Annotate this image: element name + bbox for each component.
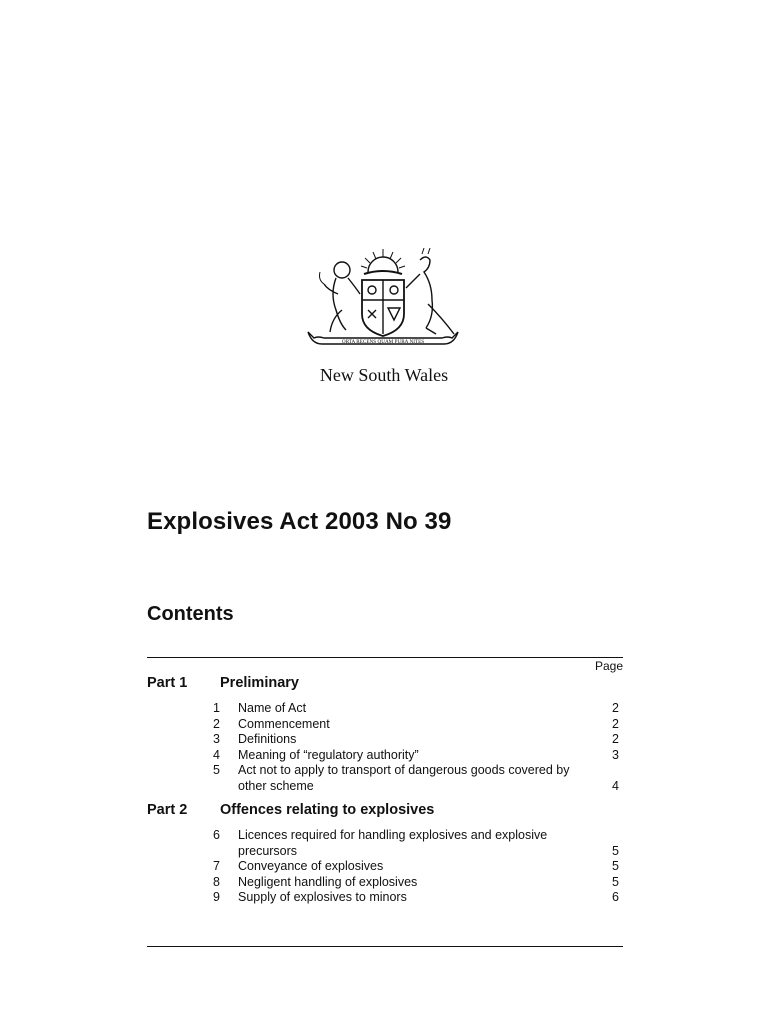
- motto-text: ORTA RECENS QUAM PURA NITES: [341, 339, 425, 345]
- toc-entry[interactable]: [147, 732, 623, 748]
- top-divider: [147, 657, 623, 658]
- page-number: 3: [612, 747, 619, 762]
- contents-heading: Contents: [147, 603, 234, 625]
- section-title: Licences required for handling explosives and explosive precursors: [238, 828, 548, 858]
- part-heading: [147, 802, 623, 822]
- part-number: Part 2: [147, 802, 188, 818]
- toc-entries: [147, 701, 623, 794]
- page-number: 4: [612, 778, 619, 793]
- section-number: 8: [213, 874, 220, 889]
- page-number: 2: [612, 732, 619, 746]
- section-title: Act not to apply to transport of dangerous goods covered by other scheme: [238, 763, 570, 793]
- toc-entry[interactable]: [147, 890, 623, 906]
- page-number: 2: [612, 701, 619, 715]
- toc-entry[interactable]: [147, 748, 623, 764]
- part-heading: [147, 675, 623, 695]
- section-number: 2: [213, 716, 220, 731]
- page-column-label: Page: [594, 659, 623, 673]
- toc-entries: [147, 828, 623, 906]
- toc-entry[interactable]: [147, 717, 623, 733]
- section-number: 6: [213, 828, 220, 842]
- section-title: Conveyance of explosives: [238, 859, 384, 873]
- section-number: 3: [213, 732, 220, 746]
- bottom-divider: [147, 946, 623, 947]
- page-number: 5: [612, 859, 619, 873]
- page-number: 5: [612, 874, 619, 889]
- toc-entry[interactable]: [147, 859, 623, 875]
- toc-entry[interactable]: [147, 828, 623, 859]
- section-number: 9: [213, 890, 220, 904]
- part-number: Part 1: [147, 675, 188, 691]
- section-title: Definitions: [238, 732, 297, 746]
- toc-part-1: [147, 675, 623, 794]
- page-number: 5: [612, 843, 619, 858]
- section-title: Name of Act: [238, 701, 307, 715]
- part-title: Offences relating to explosives: [220, 802, 435, 818]
- section-title: Commencement: [238, 716, 330, 731]
- section-number: 7: [213, 859, 220, 873]
- jurisdiction-name: New South Wales: [319, 365, 449, 385]
- section-number: 4: [213, 747, 220, 762]
- toc-part-2: [147, 802, 623, 906]
- coat-of-arms-emblem: [302, 244, 464, 356]
- part-title: Preliminary: [220, 675, 299, 691]
- act-title: Explosives Act 2003 No 39: [147, 508, 452, 535]
- toc-entry[interactable]: [147, 701, 623, 717]
- section-title: Negligent handling of explosives: [238, 874, 418, 889]
- section-title: Meaning of “regulatory authority”: [238, 747, 419, 762]
- section-title: Supply of explosives to minors: [238, 890, 407, 904]
- toc-entry[interactable]: [147, 763, 623, 794]
- page-number: 6: [612, 890, 619, 904]
- section-number: 5: [213, 763, 220, 777]
- section-number: 1: [213, 701, 220, 715]
- page-number: 2: [612, 716, 619, 731]
- toc-entry[interactable]: [147, 875, 623, 891]
